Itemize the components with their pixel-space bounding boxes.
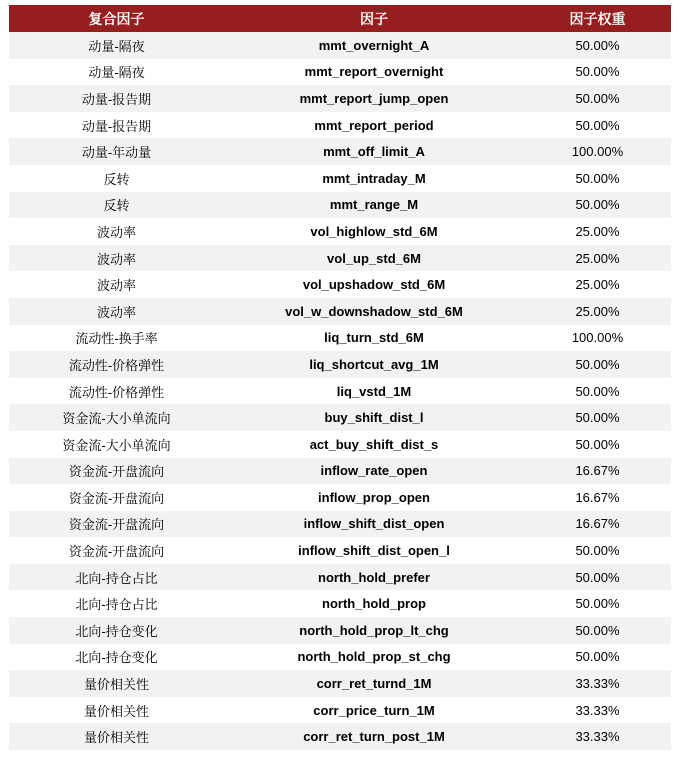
table-row [9,644,671,671]
factor-name-cell: corr_ret_turnd_1M [316,676,432,692]
factor-name-cell: vol_up_std_6M [327,250,421,266]
factor-weight-cell: 50.00% [575,383,620,399]
composite-factor-cell: 流动性-换手率 [75,331,158,347]
composite-factor-cell: 资金流-开盘流向 [68,544,165,560]
table-row [9,112,671,139]
table-row [9,325,671,352]
composite-factor-cell: 流动性-价格弹性 [68,357,165,373]
composite-factor-cell: 资金流-开盘流向 [68,490,165,506]
composite-factor-cell: 流动性-价格弹性 [68,384,165,400]
factor-name-cell: buy_shift_dist_l [324,410,424,426]
table-row [9,378,671,405]
table-row [9,85,671,112]
table-row [9,537,671,564]
composite-factor-cell: 资金流-大小单流向 [62,437,171,453]
factor-name-cell: inflow_rate_open [320,463,428,479]
factor-name-cell: inflow_shift_dist_open_l [298,543,450,559]
table-row [9,670,671,697]
factor-weight-cell: 16.67% [575,463,620,479]
factor-name-cell: corr_ret_turn_post_1M [303,729,445,745]
table-row [9,723,671,750]
factor-weight-cell: 100.00% [571,330,624,346]
factor-weight-cell: 33.33% [575,676,620,692]
factor-weight-table [9,5,671,750]
factor-name-cell: mmt_report_jump_open [299,90,449,106]
factor-weight-cell: 100.00% [571,144,624,160]
factor-weight-cell: 50.00% [575,197,620,213]
factor-weight-cell: 50.00% [575,543,620,559]
composite-factor-cell: 量价相关性 [83,730,149,746]
factor-weight-cell: 50.00% [575,37,620,53]
table-row [9,298,671,325]
factor-name-cell: vol_upshadow_std_6M [302,277,446,293]
factor-name-cell: vol_highlow_std_6M [310,223,438,239]
factor-weight-cell: 50.00% [575,90,620,106]
header-factor-weight: 因子权重 [569,10,626,27]
table-row [9,245,671,272]
factor-weight-cell: 16.67% [575,489,620,505]
composite-factor-cell: 波动率 [96,224,136,240]
composite-factor-cell: 资金流-大小单流向 [62,411,171,427]
factor-name-cell: mmt_off_limit_A [323,144,425,160]
composite-factor-cell: 资金流-开盘流向 [68,517,165,533]
factor-weight-cell: 50.00% [575,410,620,426]
factor-weight-cell: 50.00% [575,170,620,186]
factor-name-cell: north_hold_prop [322,596,426,612]
header-composite-factor: 复合因子 [88,10,145,27]
factor-name-cell: north_hold_prefer [318,569,430,585]
composite-factor-cell: 波动率 [96,278,136,294]
table-row [9,165,671,192]
composite-factor-cell: 动量-报告期 [81,118,152,134]
factor-weight-cell: 16.67% [575,516,620,532]
table-row [9,192,671,219]
factor-name-cell: liq_turn_std_6M [324,330,424,346]
factor-name-cell: vol_w_downshadow_std_6M [285,303,463,319]
composite-factor-cell: 动量-年动量 [81,145,152,161]
composite-factor-cell: 动量-报告期 [81,91,152,107]
factor-name-cell: inflow_prop_open [318,489,430,505]
composite-factor-cell: 动量-隔夜 [88,65,145,81]
factor-weight-cell: 25.00% [575,303,620,319]
factor-weight-cell: 50.00% [575,356,620,372]
factor-name-cell: mmt_range_M [329,197,419,213]
factor-name-cell: inflow_shift_dist_open [303,516,445,532]
table-row [9,564,671,591]
composite-factor-cell: 量价相关性 [83,677,149,693]
factor-name-cell: corr_price_turn_1M [313,702,435,718]
table-row [9,590,671,617]
factor-name-cell: north_hold_prop_lt_chg [299,622,449,638]
composite-factor-cell: 北向-持仓占比 [75,570,158,586]
table-row [9,484,671,511]
factor-weight-cell: 50.00% [575,596,620,612]
table-row [9,697,671,724]
table-row [9,617,671,644]
table-row [9,32,671,59]
factor-name-cell: mmt_intraday_M [322,170,426,186]
table-row [9,218,671,245]
table-row [9,138,671,165]
factor-weight-cell: 50.00% [575,117,620,133]
table-row [9,271,671,298]
factor-weight-cell: 50.00% [575,436,620,452]
composite-factor-cell: 北向-持仓变化 [75,623,158,639]
factor-name-cell: act_buy_shift_dist_s [309,436,439,452]
table-header [9,5,671,32]
factor-weight-cell: 50.00% [575,569,620,585]
factor-name-cell: liq_shortcut_avg_1M [309,356,439,372]
composite-factor-cell: 北向-持仓占比 [75,597,158,613]
table-row [9,458,671,485]
factor-table-container [9,5,671,750]
factor-weight-cell: 50.00% [575,64,620,80]
composite-factor-cell: 北向-持仓变化 [75,650,158,666]
factor-name-cell: north_hold_prop_st_chg [297,649,451,665]
table-row [9,431,671,458]
factor-name-cell: liq_vstd_1M [336,383,412,399]
table-row [9,59,671,86]
composite-factor-cell: 资金流-开盘流向 [68,464,165,480]
factor-name-cell: mmt_overnight_A [318,37,430,53]
table-row [9,511,671,538]
composite-factor-cell: 波动率 [96,304,136,320]
factor-weight-cell: 25.00% [575,250,620,266]
table-row [9,404,671,431]
header-row [9,5,671,32]
factor-weight-cell: 25.00% [575,277,620,293]
composite-factor-cell: 波动率 [96,251,136,267]
composite-factor-cell: 反转 [103,198,130,214]
composite-factor-cell: 动量-隔夜 [88,38,145,54]
factor-name-cell: mmt_report_period [314,117,434,133]
factor-weight-cell: 33.33% [575,729,620,745]
factor-name-cell: mmt_report_overnight [304,64,444,80]
header-factor: 因子 [360,10,388,27]
factor-weight-cell: 33.33% [575,702,620,718]
table-row [9,351,671,378]
composite-factor-cell: 反转 [103,171,130,187]
table-body [9,32,671,750]
factor-weight-cell: 50.00% [575,649,620,665]
factor-weight-cell: 25.00% [575,223,620,239]
factor-weight-cell: 50.00% [575,622,620,638]
composite-factor-cell: 量价相关性 [83,703,149,719]
